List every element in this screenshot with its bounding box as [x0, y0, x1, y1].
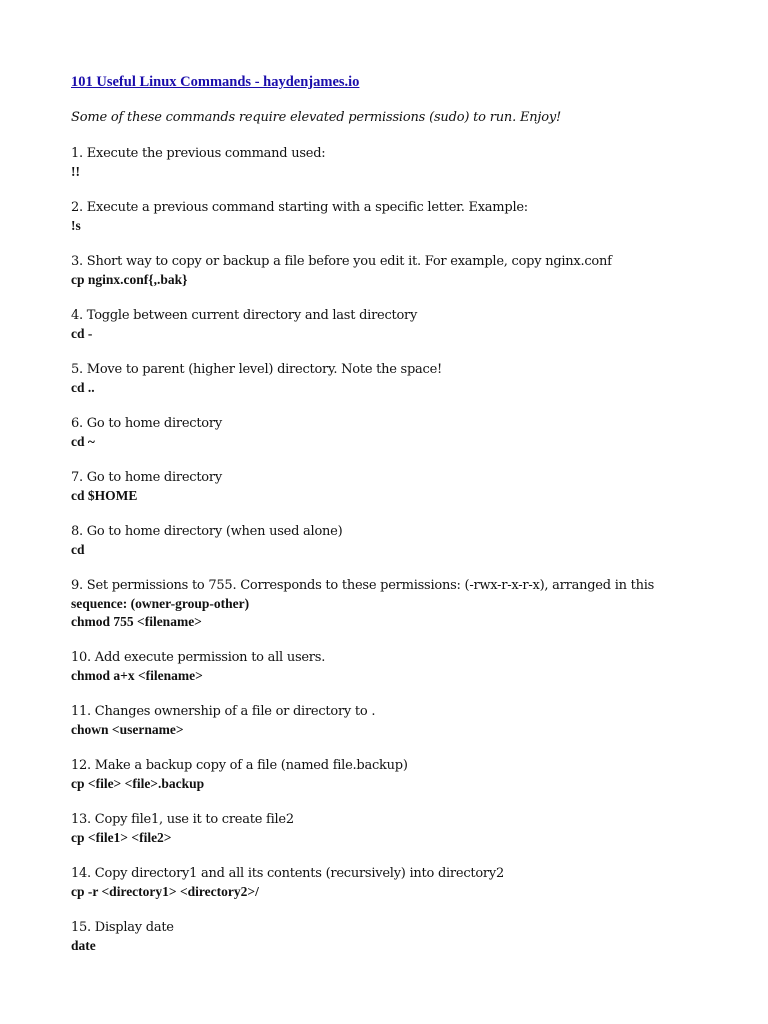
command-item-9	[71, 577, 711, 631]
command-description: 12. Make a backup copy of a file (named file.backup)	[71, 758, 408, 773]
command-description: 4. Toggle between current directory and last directory	[71, 308, 418, 323]
command-text: sequence: (owner-group-other)	[71, 596, 250, 611]
command-text: cd ~	[71, 434, 95, 449]
command-description: 11. Changes ownership of a file or directory to .	[71, 704, 376, 719]
command-text: date	[71, 938, 96, 953]
command-description: 7. Go to home directory	[71, 470, 222, 485]
command-description: 6. Go to home directory	[71, 416, 222, 431]
command-item-4	[71, 307, 711, 343]
command-item-5	[71, 361, 711, 397]
command-text: cp nginx.conf{,.bak}	[71, 272, 188, 287]
command-item-10	[71, 649, 711, 685]
command-item-6	[71, 415, 711, 451]
command-item-14	[71, 865, 711, 901]
command-item-8	[71, 523, 711, 559]
command-text: !!	[71, 164, 80, 179]
command-text: cp <file> <file>.backup	[71, 776, 205, 791]
command-item-1	[71, 145, 711, 181]
command-text: chmod 755 <filename>	[71, 614, 202, 629]
document-title-link[interactable]: 101 Useful Linux Commands - haydenjames.io	[71, 74, 360, 90]
command-text: cd -	[71, 326, 93, 341]
command-item-11	[71, 703, 711, 739]
command-text: cd	[71, 542, 85, 557]
command-text: cp <file1> <file2>	[71, 830, 172, 845]
command-description: 5. Move to parent (higher level) directory. Note the space!	[71, 362, 443, 377]
command-item-2	[71, 199, 711, 235]
command-text: cp -r <directory1> <directory2>/	[71, 884, 259, 899]
command-description: 13. Copy file1, use it to create file2	[71, 812, 294, 827]
command-item-15	[71, 919, 711, 955]
command-description: 15. Display date	[71, 920, 174, 935]
command-description: 10. Add execute permission to all users.	[71, 650, 326, 665]
command-description: 3. Short way to copy or backup a file before you edit it. For example, copy nginx.conf	[71, 254, 612, 269]
command-item-12	[71, 757, 711, 793]
command-text: cd $HOME	[71, 488, 138, 503]
command-description: 1. Execute the previous command used:	[71, 146, 326, 161]
command-item-7	[71, 469, 711, 505]
command-item-3	[71, 253, 711, 289]
command-description: 14. Copy directory1 and all its contents (recursively) into directory2	[71, 866, 504, 881]
command-description: 2. Execute a previous command starting with a specific letter. Example:	[71, 200, 528, 215]
intro-text: Some of these commands require elevated permissions (sudo) to run. Enjoy!	[71, 110, 562, 125]
command-text: chown <username>	[71, 722, 184, 737]
command-text: chmod a+x <filename>	[71, 668, 203, 683]
command-text: !s	[71, 218, 81, 233]
command-description: 8. Go to home directory (when used alone)	[71, 524, 343, 539]
command-text: cd ..	[71, 380, 95, 395]
document-page	[71, 73, 711, 955]
command-description: 9. Set permissions to 755. Corresponds to these permissions: (-rwx-r-x-r-x), arranged in this	[71, 578, 655, 593]
command-item-13	[71, 811, 711, 847]
